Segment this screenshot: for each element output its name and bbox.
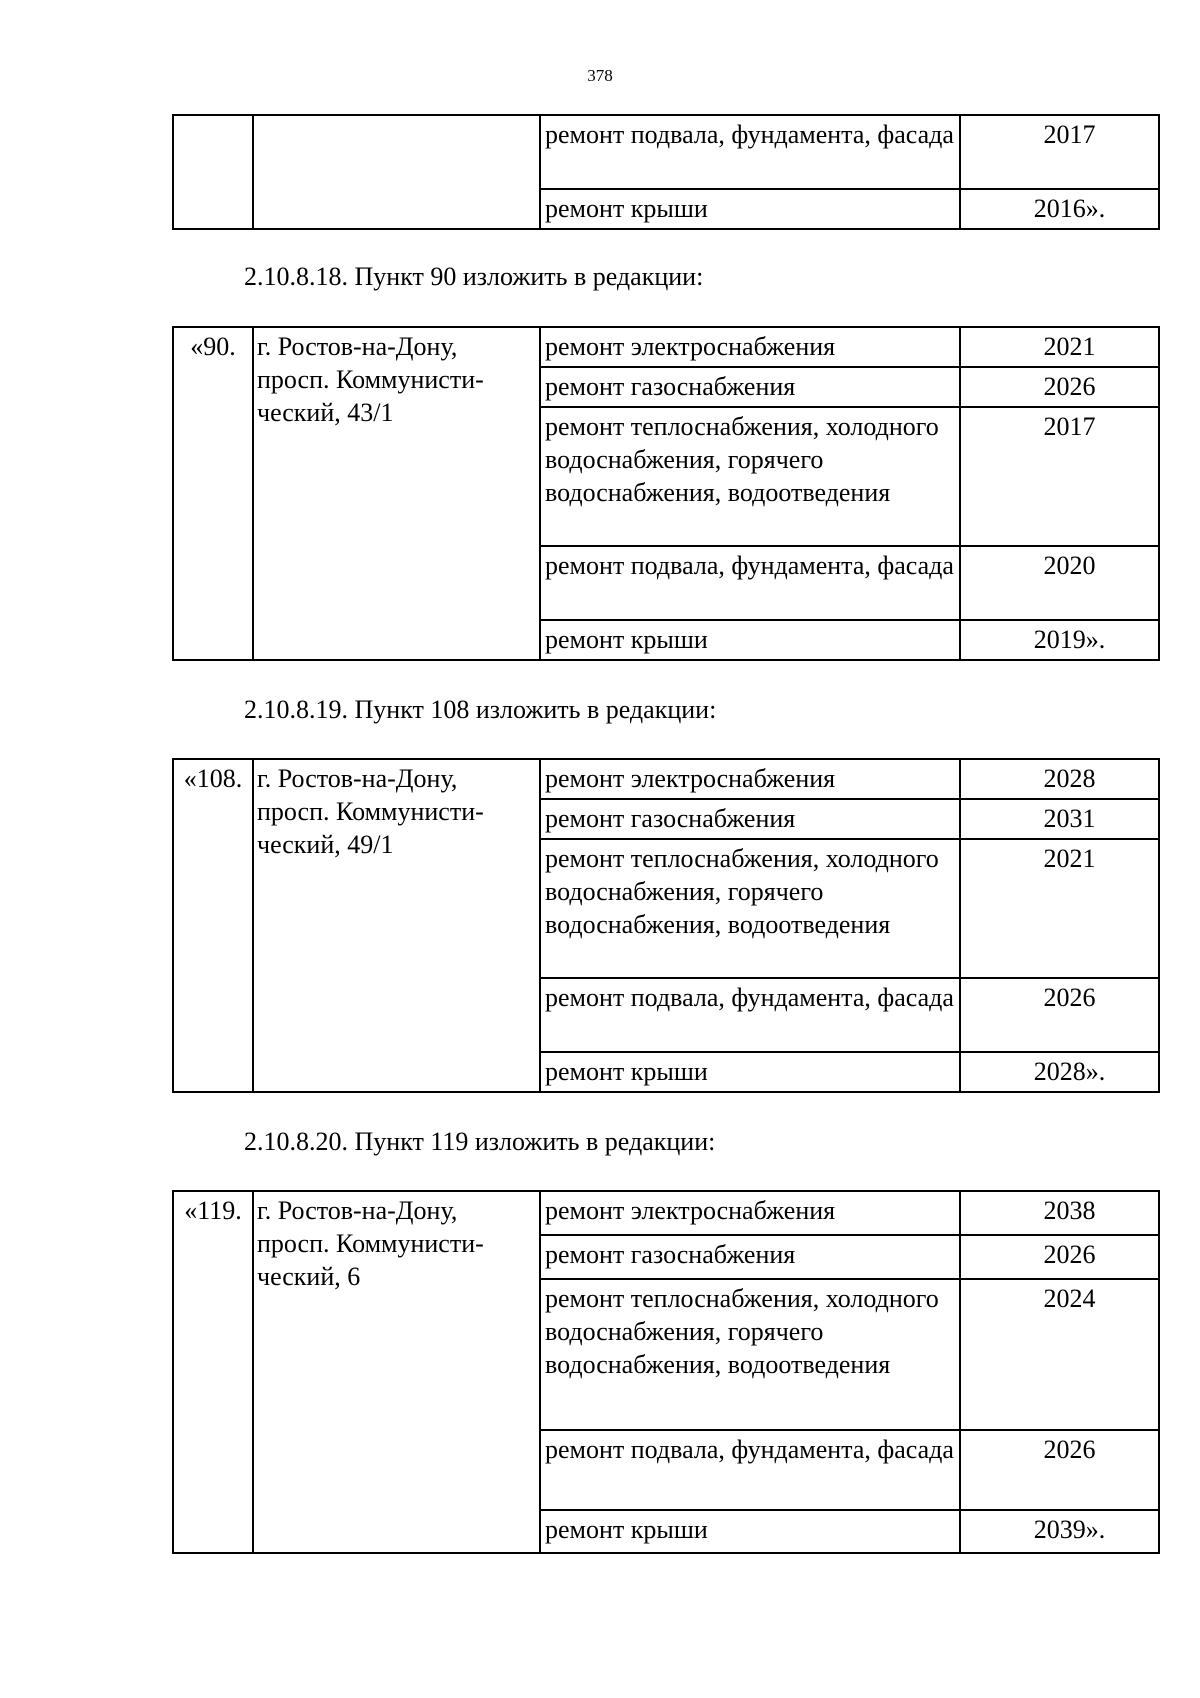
year-cell: 2038	[960, 1191, 1159, 1235]
item-address: г. Ростов-на-Дону, просп. Коммунисти-ческий, 43/1	[253, 327, 540, 660]
item-address: г. Ростов-на-Дону, просп. Коммунисти-ческий, 6	[253, 1191, 540, 1553]
year-cell: 2024	[960, 1279, 1159, 1430]
section-heading: 2.10.8.19. Пункт 108 изложить в редакции:	[244, 695, 717, 724]
work-cell: ремонт подвала, фундамента, фасада	[540, 546, 960, 620]
item-number: «90.	[173, 327, 253, 660]
work-cell: ремонт электроснабжения	[540, 759, 960, 799]
work-cell: ремонт крыши	[540, 189, 960, 229]
work-cell: ремонт подвала, фундамента, фасада	[540, 1430, 960, 1510]
work-cell: ремонт газоснабжения	[540, 1235, 960, 1279]
work-cell: ремонт электроснабжения	[540, 1191, 960, 1235]
year-cell: 2039».	[960, 1510, 1159, 1553]
work-cell: ремонт подвала, фундамента, фасада	[540, 978, 960, 1052]
work-cell: ремонт газоснабжения	[540, 799, 960, 839]
work-cell: ремонт подвала, фундамента, фасада	[540, 115, 960, 189]
continuation-table	[172, 114, 1160, 230]
year-cell: 2028».	[960, 1052, 1159, 1092]
item-table	[172, 326, 1160, 661]
item-table	[172, 1190, 1160, 1554]
section-heading: 2.10.8.18. Пункт 90 изложить в редакции:	[244, 262, 704, 291]
page-number: 378	[587, 66, 613, 85]
section-heading: 2.10.8.20. Пункт 119 изложить в редакции:	[244, 1127, 716, 1156]
item-address: г. Ростов-на-Дону, просп. Коммунисти-ческий, 49/1	[253, 759, 540, 1092]
item-table	[172, 758, 1160, 1093]
year-cell: 2026	[960, 367, 1159, 407]
work-cell: ремонт теплоснабжения, холодного водоснабжения, горячего водоснабжения, водоотведения	[540, 407, 960, 546]
item-number: «119.	[173, 1191, 253, 1553]
work-cell: ремонт теплоснабжения, холодного водоснабжения, горячего водоснабжения, водоотведения	[540, 1279, 960, 1430]
year-cell: 2031	[960, 799, 1159, 839]
work-cell: ремонт электроснабжения	[540, 327, 960, 367]
year-cell: 2026	[960, 1430, 1159, 1510]
work-cell: ремонт крыши	[540, 620, 960, 660]
work-cell: ремонт газоснабжения	[540, 367, 960, 407]
year-cell: 2020	[960, 546, 1159, 620]
year-cell: 2028	[960, 759, 1159, 799]
year-cell: 2026	[960, 978, 1159, 1052]
work-cell: ремонт крыши	[540, 1052, 960, 1092]
year-cell: 2016».	[960, 189, 1159, 229]
work-cell: ремонт крыши	[540, 1510, 960, 1553]
address-cell	[253, 115, 540, 229]
number-cell	[173, 115, 253, 229]
work-cell: ремонт теплоснабжения, холодного водоснабжения, горячего водоснабжения, водоотведения	[540, 839, 960, 978]
year-cell: 2017	[960, 115, 1159, 189]
year-cell: 2026	[960, 1235, 1159, 1279]
year-cell: 2021	[960, 839, 1159, 978]
year-cell: 2021	[960, 327, 1159, 367]
year-cell: 2019».	[960, 620, 1159, 660]
item-number: «108.	[173, 759, 253, 1092]
year-cell: 2017	[960, 407, 1159, 546]
